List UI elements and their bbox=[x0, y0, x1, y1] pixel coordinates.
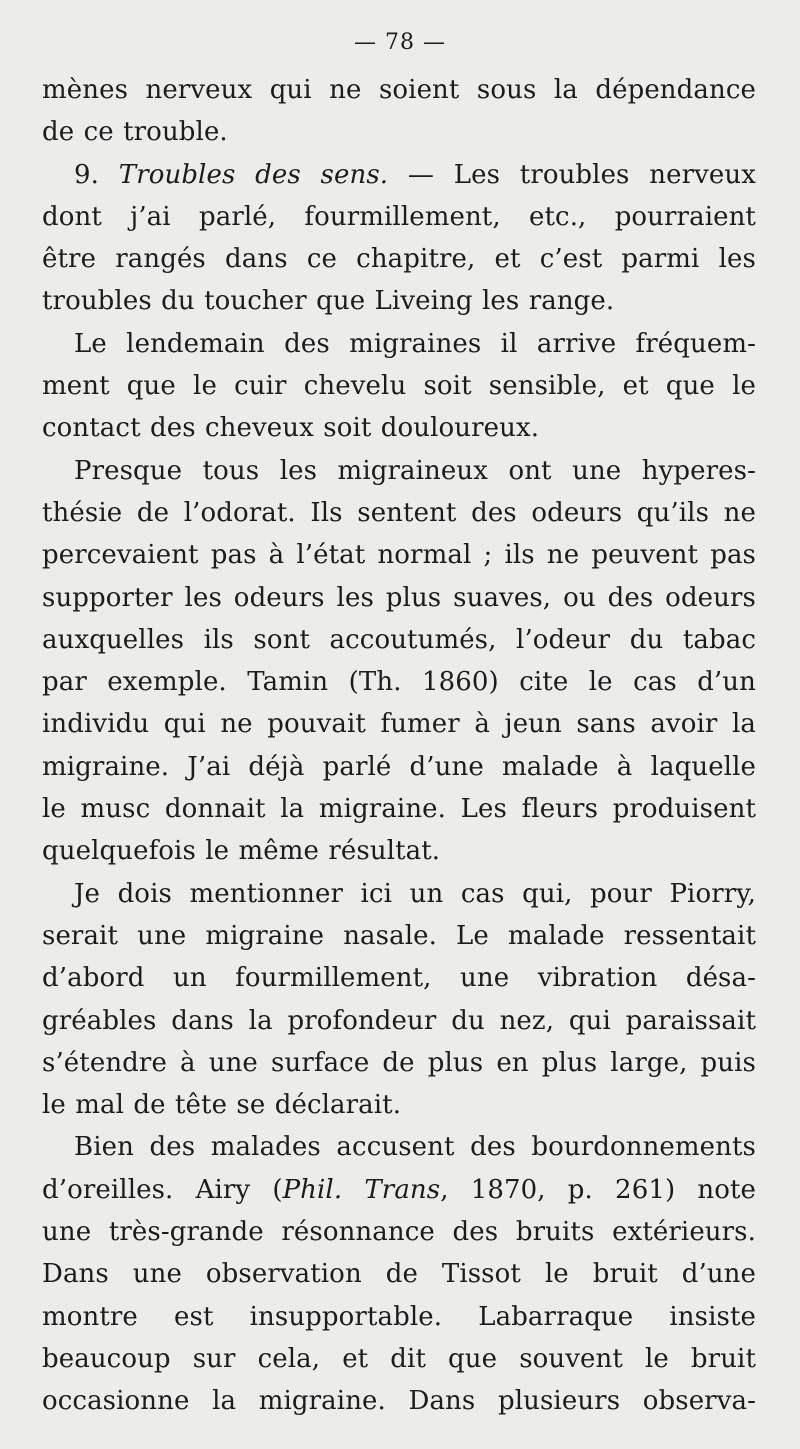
text-line bbox=[42, 280, 756, 322]
text-line bbox=[42, 873, 756, 915]
body-text bbox=[42, 69, 756, 1423]
text-segment: par exemple. Tamin (Th. 1860) cite le cas d’un bbox=[42, 667, 756, 698]
text-line bbox=[42, 196, 756, 238]
text-line bbox=[42, 619, 756, 661]
text-segment: Je dois mentionner ici un cas qui, pour Piorry, bbox=[74, 878, 756, 909]
text-segment: dont j’ai parlé, fourmillement, etc., pourraient bbox=[42, 201, 756, 232]
text-segment: le musc donnait la migraine. Les fleurs produisent bbox=[42, 794, 756, 825]
text-segment: s’étendre à une surface de plus en plus large, puis bbox=[42, 1047, 756, 1078]
text-segment: troubles du toucher que Liveing les range. bbox=[42, 286, 615, 317]
text-line bbox=[42, 915, 756, 957]
text-segment: d’oreilles. Airy ( bbox=[42, 1174, 283, 1205]
text-segment: Le lendemain des migraines il arrive fréquem- bbox=[74, 328, 756, 359]
text-line bbox=[42, 69, 756, 111]
page-number: — 78 — bbox=[354, 30, 446, 55]
text-line bbox=[42, 534, 756, 576]
text-segment: montre est insupportable. Labarraque insiste bbox=[42, 1301, 756, 1332]
text-line bbox=[42, 323, 756, 365]
italic-text: Phil. Trans bbox=[282, 1174, 441, 1205]
text-segment: supporter les odeurs les plus suaves, ou des odeurs bbox=[42, 582, 756, 613]
text-segment: mènes nerveux qui ne soient sous la dépendance bbox=[42, 75, 756, 105]
text-segment: contact des cheveux soit douloureux. bbox=[42, 413, 540, 444]
text-segment: une très-grande résonnance des bruits extérieurs. bbox=[42, 1217, 756, 1248]
text-line bbox=[42, 1211, 756, 1253]
text-segment: ment que le cuir chevelu soit sensible, et que le bbox=[42, 371, 756, 402]
text-line bbox=[42, 746, 756, 788]
text-line bbox=[42, 703, 756, 745]
text-segment: Dans une observation de Tissot le bruit d’une bbox=[42, 1259, 756, 1290]
text-line bbox=[42, 154, 756, 196]
text-segment: occasionne la migraine. Dans plusieurs observa- bbox=[42, 1386, 756, 1417]
text-line bbox=[42, 577, 756, 619]
text-segment: être rangés dans ce chapitre, et c’est parmi les bbox=[42, 244, 756, 275]
text-line bbox=[42, 1084, 756, 1126]
text-segment: Bien des malades accusent des bourdonnements bbox=[74, 1132, 756, 1163]
text-segment: le mal de tête se déclarait. bbox=[42, 1090, 402, 1121]
text-line bbox=[42, 238, 756, 280]
text-segment: , 1870, p. 261) note bbox=[440, 1174, 756, 1205]
text-segment: 9. bbox=[74, 159, 119, 190]
italic-text: Troubles des sens. bbox=[118, 159, 389, 190]
text-line bbox=[42, 788, 756, 830]
text-line bbox=[42, 1338, 756, 1380]
text-line bbox=[42, 407, 756, 449]
text-line bbox=[42, 492, 756, 534]
text-segment: d’abord un fourmillement, une vibration désa- bbox=[42, 963, 756, 994]
text-line bbox=[42, 830, 756, 872]
text-line bbox=[42, 1380, 756, 1422]
text-line bbox=[42, 1000, 756, 1042]
text-segment: quelquefois le même résultat. bbox=[42, 836, 441, 867]
text-line bbox=[42, 661, 756, 703]
text-segment: Presque tous les migraineux ont une hyperes- bbox=[74, 455, 756, 486]
text-line bbox=[42, 1042, 756, 1084]
text-segment: thésie de l’odorat. Ils sentent des odeurs qu’ils ne bbox=[42, 497, 756, 528]
text-segment: beaucoup sur cela, et dit que souvent le bruit bbox=[42, 1343, 756, 1374]
text-line bbox=[42, 1126, 756, 1168]
text-segment: — Les troubles nerveux bbox=[388, 159, 756, 190]
text-line bbox=[42, 1253, 756, 1295]
text-line bbox=[42, 450, 756, 492]
text-line bbox=[42, 957, 756, 999]
text-segment: individu qui ne pouvait fumer à jeun sans avoir la bbox=[42, 709, 756, 740]
text-line bbox=[42, 111, 756, 153]
text-segment: de ce trouble. bbox=[42, 117, 228, 148]
text-segment: gréables dans la profondeur du nez, qui paraissait bbox=[42, 1005, 756, 1036]
text-segment: auxquelles ils sont accoutumés, l’odeur du tabac bbox=[42, 624, 756, 655]
text-line bbox=[42, 365, 756, 407]
text-line bbox=[42, 1169, 756, 1211]
text-line bbox=[42, 1296, 756, 1338]
text-segment: percevaient pas à l’état normal ; ils ne peuvent pas bbox=[42, 540, 756, 571]
text-segment: migraine. J’ai déjà parlé d’une malade à laquelle bbox=[42, 751, 756, 782]
text-segment: serait une migraine nasale. Le malade ressentait bbox=[42, 920, 756, 951]
